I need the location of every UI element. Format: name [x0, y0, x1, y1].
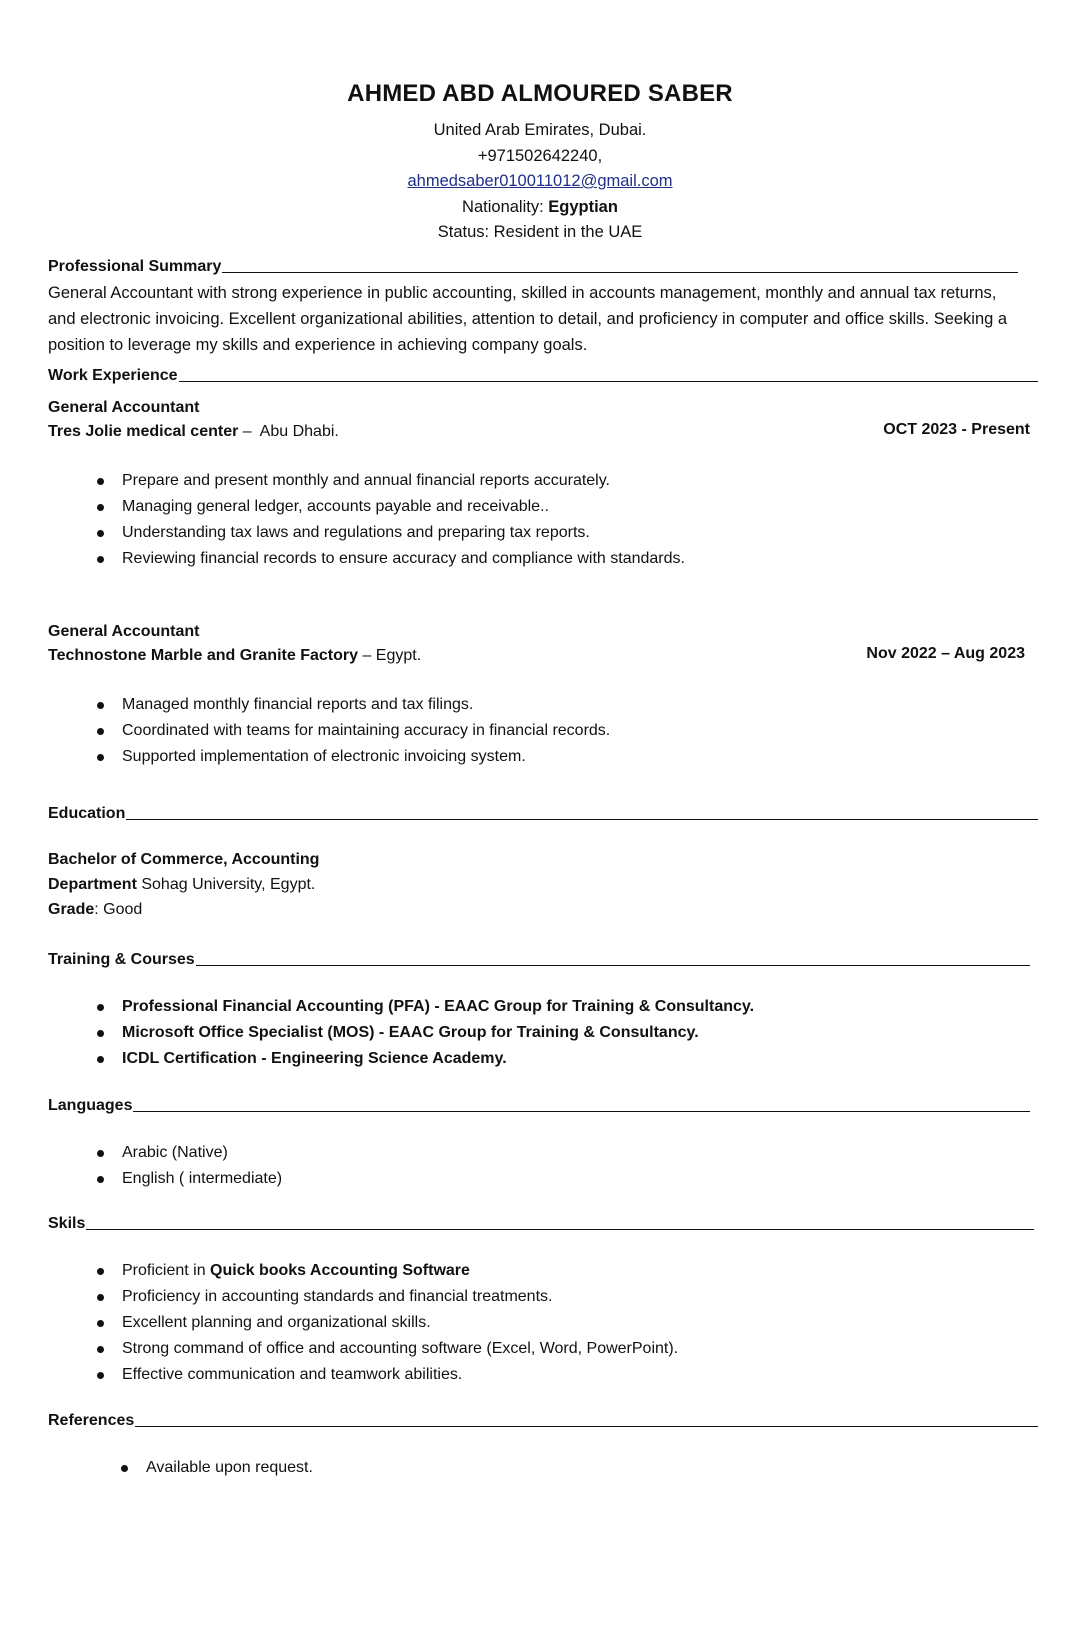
job-company-line [48, 645, 421, 667]
grade-label: Grade [48, 901, 95, 918]
languages-list [97, 1140, 282, 1192]
section-rule [135, 1426, 1038, 1427]
section-heading: References [48, 1412, 135, 1429]
section-rule [133, 1111, 1030, 1112]
list-item: Supported implementation of electronic invoicing system. [97, 744, 610, 770]
candidate-name: AHMED ABD ALMOURED SABER [347, 80, 733, 107]
list-item: Managed monthly financial reports and tax filings. [97, 692, 610, 718]
job-company: Technostone Marble and Granite Factory [48, 647, 358, 664]
list-item: Understanding tax laws and regulations and preparing tax reports. [97, 520, 685, 546]
job-dates: OCT 2023 - Present [883, 421, 1030, 438]
list-item [97, 1258, 678, 1284]
resume-header [0, 80, 1080, 246]
list-item: Professional Financial Accounting (PFA) - EAAC Group for Training & Consultancy. [97, 994, 754, 1020]
list-item: Available upon request. [121, 1455, 313, 1481]
section-rule [126, 819, 1038, 820]
list-item: Prepare and present monthly and annual financial reports accurately. [97, 468, 685, 494]
degree: Bachelor of Commerce, Accounting [48, 851, 320, 868]
section-rule [179, 381, 1038, 382]
section-rule [86, 1229, 1034, 1230]
section-languages [48, 1097, 1030, 1115]
job-company-line [48, 421, 339, 443]
list-item: ICDL Certification - Engineering Science Academy. [97, 1046, 754, 1072]
list-item: English ( intermediate) [97, 1166, 282, 1192]
residency-status: Status: Resident in the UAE [437, 223, 643, 241]
department-line [48, 874, 315, 896]
section-training-courses [48, 951, 1030, 969]
section-skills [48, 1215, 1034, 1233]
section-professional-summary [48, 258, 1018, 276]
department-value: Sohag University, Egypt. [136, 876, 316, 893]
nationality [0, 195, 1080, 221]
grade-line [48, 899, 142, 921]
job-dates: Nov 2022 – Aug 2023 [866, 645, 1025, 662]
training-list [97, 994, 754, 1072]
section-rule [222, 272, 1018, 273]
email-link[interactable]: ahmedsaber010011012@gmail.com [407, 172, 673, 190]
section-heading: Education [48, 805, 126, 822]
section-heading: Work Experience [48, 367, 178, 384]
section-references [48, 1412, 1038, 1430]
job-title: General Accountant [48, 623, 200, 640]
section-education [48, 805, 1038, 823]
job-location: – Egypt. [357, 647, 422, 664]
section-heading: Training & Courses [48, 951, 195, 968]
job-title: General Accountant [48, 399, 200, 416]
location: United Arab Emirates, Dubai. [433, 121, 647, 139]
list-item: Arabic (Native) [97, 1140, 282, 1166]
skills-list [97, 1258, 678, 1388]
job-location: – Abu Dhabi. [238, 423, 339, 440]
section-rule [196, 965, 1030, 966]
list-item: Managing general ledger, accounts payable and receivable.. [97, 494, 685, 520]
job-company: Tres Jolie medical center [48, 423, 239, 440]
list-item: Strong command of office and accounting software (Excel, Word, PowerPoint). [97, 1336, 678, 1362]
section-heading: Professional Summary [48, 258, 222, 275]
nationality-value: Egyptian [548, 197, 618, 216]
list-item: Reviewing financial records to ensure accuracy and compliance with standards. [97, 546, 685, 572]
job-duties-list [97, 468, 685, 572]
phone: +971502642240, [477, 146, 603, 165]
job-duties-list [97, 692, 610, 770]
list-item: Effective communication and teamwork abilities. [97, 1362, 678, 1388]
list-item: Proficiency in accounting standards and financial treatments. [97, 1284, 678, 1310]
list-item: Microsoft Office Specialist (MOS) - EAAC Group for Training & Consultancy. [97, 1020, 754, 1046]
skill-prefix: Proficient in [122, 1262, 211, 1279]
grade-value: : Good [94, 901, 143, 918]
skill-software: Quick books Accounting Software [210, 1262, 470, 1279]
list-item: Excellent planning and organizational skills. [97, 1310, 678, 1336]
department-label: Department [48, 876, 137, 893]
nationality-label: Nationality: [462, 197, 544, 216]
section-heading: Skils [48, 1215, 86, 1232]
references-list [121, 1455, 313, 1481]
list-item: Coordinated with teams for maintaining accuracy in financial records. [97, 718, 610, 744]
section-work-experience [48, 367, 1038, 385]
section-heading: Languages [48, 1097, 133, 1114]
summary-text: General Accountant with strong experience in public accounting, skilled in accounts management, monthly and annual tax returns, and electronic invoicing. Excellent organizational abilities, attention to detail, and proficiency in computer and office skills. Seeking a position to leverage my skills and experience in achieving company goals. [48, 284, 1008, 354]
